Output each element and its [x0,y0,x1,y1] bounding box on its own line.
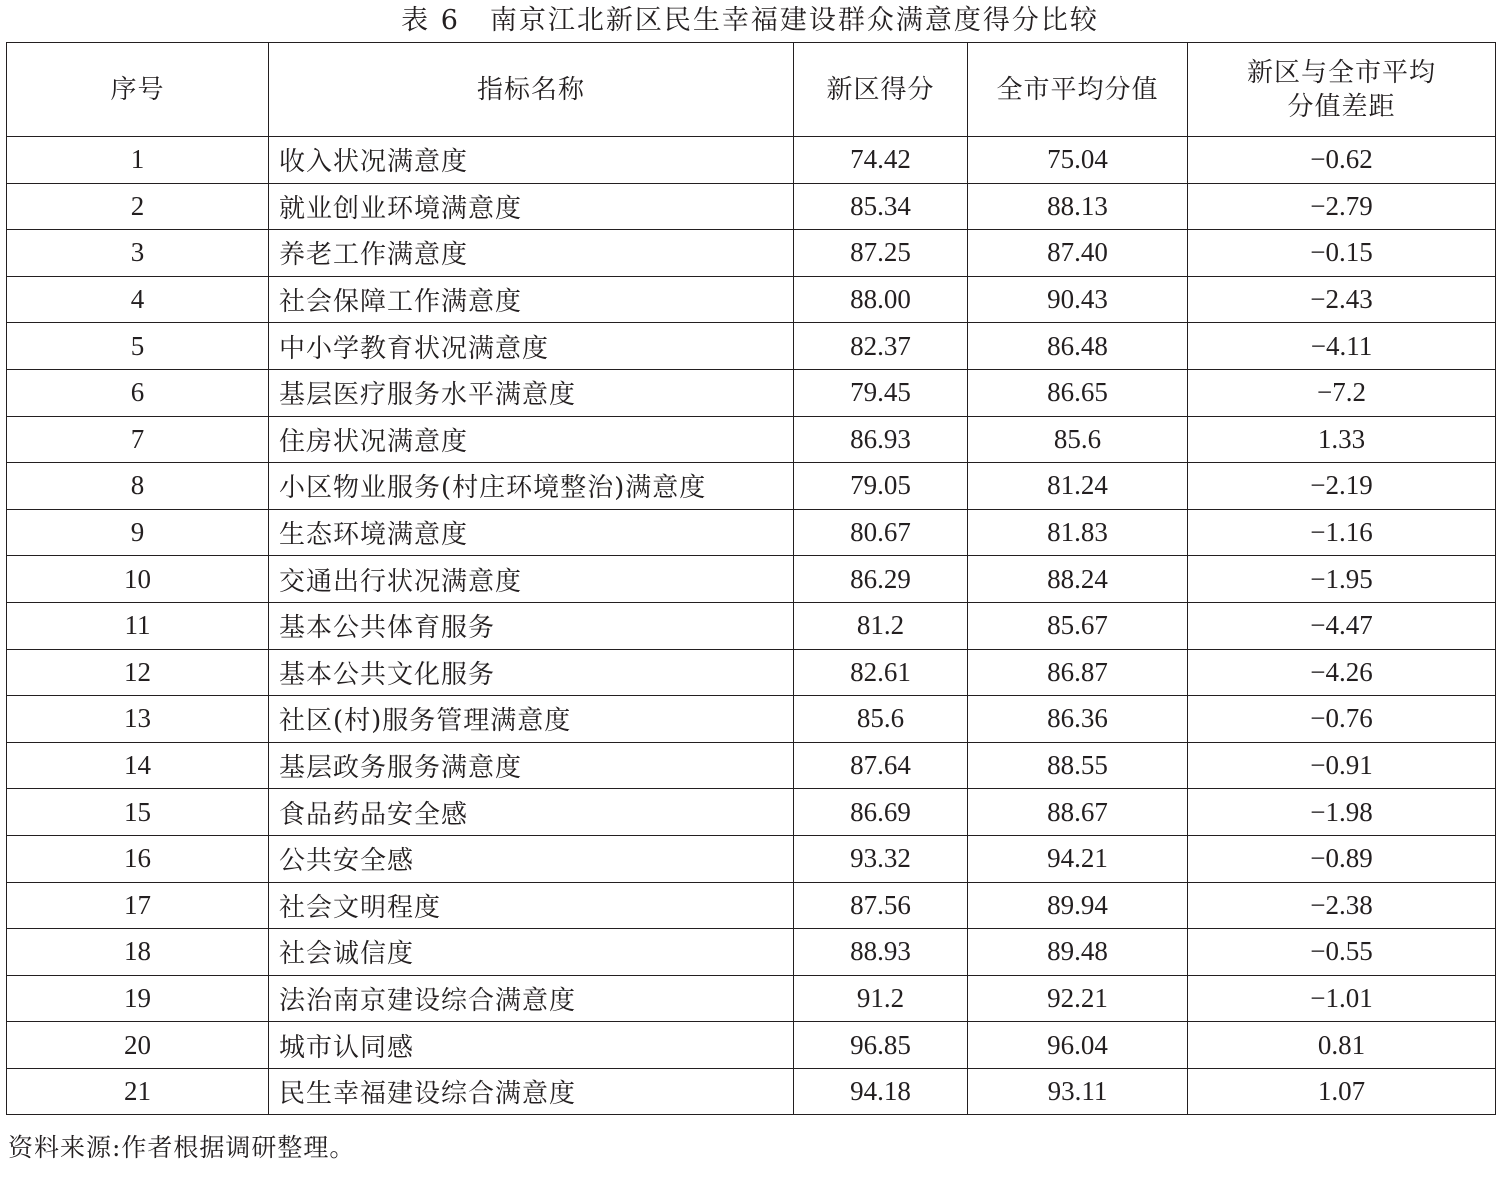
cell-gap: −0.15 [1188,230,1496,277]
source-note: 资料来源:作者根据调研整理。 [8,1133,356,1162]
cell-city-average: 96.04 [968,1022,1188,1069]
table-caption [0,4,1500,38]
header-district-score: 新区得分 [794,43,968,137]
cell-indicator-name: 住房状况满意度 [269,416,794,463]
cell-indicator-name: 收入状况满意度 [269,137,794,184]
cell-city-average: 94.21 [968,835,1188,882]
cell-indicator-name: 城市认同感 [269,1022,794,1069]
cell-gap: −7.2 [1188,369,1496,416]
table-row [7,929,1496,976]
cell-district-score: 86.93 [794,416,968,463]
cell-gap: −2.43 [1188,276,1496,323]
cell-index: 16 [7,835,269,882]
cell-index: 7 [7,416,269,463]
cell-indicator-name: 民生幸福建设综合满意度 [269,1068,794,1115]
cell-gap: −4.47 [1188,602,1496,649]
cell-district-score: 86.69 [794,789,968,836]
cell-gap: 1.33 [1188,416,1496,463]
cell-district-score: 91.2 [794,975,968,1022]
table-row [7,276,1496,323]
cell-gap: −2.79 [1188,183,1496,230]
satisfaction-table [6,42,1496,1115]
cell-indicator-name: 就业创业环境满意度 [269,183,794,230]
cell-indicator-name: 中小学教育状况满意度 [269,323,794,370]
table-row [7,230,1496,277]
cell-index: 18 [7,929,269,976]
cell-city-average: 86.65 [968,369,1188,416]
table-row [7,369,1496,416]
cell-index: 21 [7,1068,269,1115]
cell-district-score: 93.32 [794,835,968,882]
table-body [7,137,1496,1115]
cell-city-average: 86.36 [968,696,1188,743]
cell-district-score: 87.25 [794,230,968,277]
cell-district-score: 87.64 [794,742,968,789]
cell-city-average: 88.13 [968,183,1188,230]
table-row [7,509,1496,556]
cell-index: 14 [7,742,269,789]
table-number: 表 6 [401,5,460,36]
cell-gap: −1.98 [1188,789,1496,836]
table-row [7,183,1496,230]
cell-city-average: 88.67 [968,789,1188,836]
cell-index: 17 [7,882,269,929]
cell-district-score: 85.6 [794,696,968,743]
cell-district-score: 80.67 [794,509,968,556]
cell-index: 13 [7,696,269,743]
table-row [7,789,1496,836]
cell-gap: −0.91 [1188,742,1496,789]
cell-district-score: 79.05 [794,463,968,510]
table-row [7,416,1496,463]
table-row [7,882,1496,929]
cell-city-average: 88.55 [968,742,1188,789]
cell-city-average: 75.04 [968,137,1188,184]
cell-index: 1 [7,137,269,184]
cell-index: 6 [7,369,269,416]
cell-city-average: 93.11 [968,1068,1188,1115]
cell-index: 19 [7,975,269,1022]
cell-district-score: 88.00 [794,276,968,323]
cell-district-score: 96.85 [794,1022,968,1069]
cell-gap: −4.11 [1188,323,1496,370]
cell-gap: −1.16 [1188,509,1496,556]
cell-indicator-name: 公共安全感 [269,835,794,882]
cell-index: 2 [7,183,269,230]
cell-gap: −0.89 [1188,835,1496,882]
cell-city-average: 89.94 [968,882,1188,929]
cell-district-score: 79.45 [794,369,968,416]
cell-indicator-name: 养老工作满意度 [269,230,794,277]
cell-city-average: 85.6 [968,416,1188,463]
cell-indicator-name: 法治南京建设综合满意度 [269,975,794,1022]
cell-index: 9 [7,509,269,556]
cell-district-score: 81.2 [794,602,968,649]
cell-indicator-name: 社会保障工作满意度 [269,276,794,323]
header-gap-line2: 分值差距 [1287,91,1396,122]
cell-index: 4 [7,276,269,323]
header-city-average: 全市平均分值 [968,43,1188,137]
cell-gap: −1.95 [1188,556,1496,603]
cell-indicator-name: 社会诚信度 [269,929,794,976]
cell-indicator-name: 基层政务服务满意度 [269,742,794,789]
table-row [7,602,1496,649]
cell-gap: −1.01 [1188,975,1496,1022]
cell-indicator-name: 小区物业服务(村庄环境整治)满意度 [269,463,794,510]
cell-city-average: 81.24 [968,463,1188,510]
table-row [7,556,1496,603]
cell-city-average: 92.21 [968,975,1188,1022]
table-row [7,975,1496,1022]
cell-gap: −4.26 [1188,649,1496,696]
cell-gap: 0.81 [1188,1022,1496,1069]
cell-indicator-name: 交通出行状况满意度 [269,556,794,603]
cell-city-average: 90.43 [968,276,1188,323]
table-row [7,649,1496,696]
cell-city-average: 87.40 [968,230,1188,277]
cell-index: 12 [7,649,269,696]
cell-index: 11 [7,602,269,649]
header-gap [1188,43,1496,137]
cell-district-score: 82.61 [794,649,968,696]
cell-indicator-name: 社会文明程度 [269,882,794,929]
cell-gap: −2.38 [1188,882,1496,929]
cell-index: 20 [7,1022,269,1069]
table-row [7,137,1496,184]
cell-district-score: 74.42 [794,137,968,184]
cell-city-average: 85.67 [968,602,1188,649]
cell-city-average: 89.48 [968,929,1188,976]
table-row [7,742,1496,789]
header-index: 序号 [7,43,269,137]
cell-indicator-name: 基层医疗服务水平满意度 [269,369,794,416]
cell-gap: −0.55 [1188,929,1496,976]
cell-gap: −0.76 [1188,696,1496,743]
cell-indicator-name: 食品药品安全感 [269,789,794,836]
table-row [7,1068,1496,1115]
table-row [7,696,1496,743]
table-row [7,463,1496,510]
table-title: 南京江北新区民生幸福建设群众满意度得分比较 [489,5,1099,36]
cell-indicator-name: 社区(村)服务管理满意度 [269,696,794,743]
header-row [7,43,1496,137]
cell-district-score: 88.93 [794,929,968,976]
cell-district-score: 85.34 [794,183,968,230]
cell-city-average: 81.83 [968,509,1188,556]
table-row [7,835,1496,882]
table-row [7,323,1496,370]
cell-indicator-name: 生态环境满意度 [269,509,794,556]
cell-index: 15 [7,789,269,836]
cell-gap: −2.19 [1188,463,1496,510]
cell-city-average: 86.87 [968,649,1188,696]
cell-index: 5 [7,323,269,370]
cell-index: 8 [7,463,269,510]
table-row [7,1022,1496,1069]
cell-city-average: 86.48 [968,323,1188,370]
cell-gap: 1.07 [1188,1068,1496,1115]
header-gap-line1: 新区与全市平均 [1246,57,1436,88]
cell-district-score: 86.29 [794,556,968,603]
cell-index: 3 [7,230,269,277]
cell-district-score: 87.56 [794,882,968,929]
header-name: 指标名称 [269,43,794,137]
cell-district-score: 94.18 [794,1068,968,1115]
cell-indicator-name: 基本公共体育服务 [269,602,794,649]
cell-district-score: 82.37 [794,323,968,370]
cell-indicator-name: 基本公共文化服务 [269,649,794,696]
cell-index: 10 [7,556,269,603]
cell-city-average: 88.24 [968,556,1188,603]
cell-gap: −0.62 [1188,137,1496,184]
